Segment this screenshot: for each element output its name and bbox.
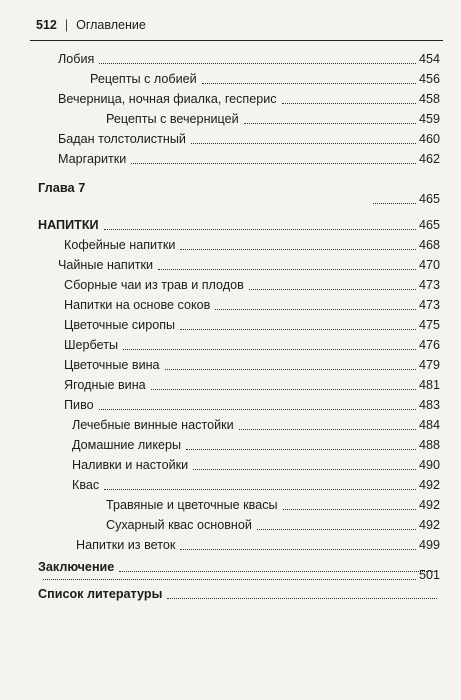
toc-entry-label: Сборные чаи из трав и плодов	[64, 278, 244, 292]
dot-leader	[283, 509, 416, 510]
toc-entry-page: 454	[418, 52, 440, 66]
dot-leader	[193, 469, 416, 470]
toc-entry-page: 492	[418, 478, 440, 492]
chapter-label: Глава 7	[38, 180, 86, 195]
dot-leader	[202, 83, 416, 84]
toc-entry-page: 483	[418, 398, 440, 412]
toc-entry-label: Цветочные сиропы	[64, 318, 176, 332]
toc-entry-label: Квас	[72, 478, 100, 492]
toc-entry[interactable]	[58, 46, 440, 66]
toc-entry-page: 476	[418, 338, 440, 352]
section-title: Оглавление	[76, 18, 146, 32]
dot-leader	[167, 598, 437, 599]
dot-leader	[158, 269, 416, 270]
dot-leader	[123, 349, 416, 350]
dot-leader	[180, 329, 416, 330]
toc-entry[interactable]	[64, 292, 440, 312]
toc-entry-page: 468	[418, 238, 440, 252]
toc-entry-page: 473	[418, 278, 440, 292]
toc-entry[interactable]	[58, 252, 440, 272]
dot-leader	[215, 309, 416, 310]
toc-entry[interactable]	[58, 86, 440, 106]
dot-leader	[244, 123, 416, 124]
toc-entry[interactable]	[64, 352, 440, 372]
toc-entry-page: 456	[418, 72, 440, 86]
running-head	[36, 18, 146, 32]
toc-entry-page: 465	[418, 192, 440, 206]
toc-entry-page: 488	[418, 438, 440, 452]
toc-entry[interactable]	[64, 232, 440, 252]
dot-leader	[180, 549, 416, 550]
toc-entry[interactable]	[38, 581, 440, 601]
toc-entry-page: 458	[418, 92, 440, 106]
toc-entry-page: 465	[418, 218, 440, 232]
toc-entry[interactable]	[38, 562, 440, 582]
toc-entry-page: 492	[418, 498, 440, 512]
toc-entry-label: Заключение	[38, 560, 115, 574]
toc-entry-page: 459	[418, 112, 440, 126]
toc-entry[interactable]	[72, 432, 440, 452]
dot-leader	[99, 409, 416, 410]
toc-entry[interactable]	[90, 66, 440, 86]
dot-leader	[151, 389, 416, 390]
toc-entry[interactable]	[64, 312, 440, 332]
dot-leader	[104, 489, 416, 490]
toc-entry[interactable]	[106, 492, 440, 512]
toc-entry-label: Напитки на основе соков	[64, 298, 211, 312]
toc-entry-page: 481	[418, 378, 440, 392]
dot-leader	[249, 289, 416, 290]
toc-entry-label: Шербеты	[64, 338, 119, 352]
toc-entry-page: 473	[418, 298, 440, 312]
toc-entry-page: 501	[418, 568, 440, 582]
toc-entry-page: 492	[418, 518, 440, 532]
toc-entry[interactable]	[76, 532, 440, 552]
toc-entry[interactable]	[72, 412, 440, 432]
toc-entry-label: Лобия	[58, 52, 95, 66]
toc-entry-label: НАПИТКИ	[38, 218, 99, 232]
toc-entry[interactable]	[58, 126, 440, 146]
dot-leader	[191, 143, 416, 144]
toc-entry[interactable]	[58, 146, 440, 166]
toc-entry-label: Ягодные вина	[64, 378, 146, 392]
dot-leader	[99, 63, 416, 64]
toc-entry-label: Рецепты с лобией	[90, 72, 197, 86]
toc-entry-label: Кофейные напитки	[64, 238, 176, 252]
toc-entry-label: Лечебные винные настойки	[72, 418, 234, 432]
dot-leader	[43, 579, 416, 580]
toc-entry[interactable]	[38, 212, 440, 232]
toc-entry-label: Вечерница, ночная фиалка, гесперис	[58, 92, 277, 106]
toc-entry-label: Маргаритки	[58, 152, 127, 166]
toc-entry[interactable]	[72, 452, 440, 472]
header-rule	[30, 40, 443, 41]
dot-leader	[104, 229, 416, 230]
toc-entry-label: Список литературы	[38, 587, 163, 601]
header-separator: |	[64, 18, 69, 32]
toc-entry[interactable]	[64, 372, 440, 392]
toc-entry-page: 490	[418, 458, 440, 472]
dot-leader	[165, 369, 416, 370]
toc-entry-page: 475	[418, 318, 440, 332]
toc-entry[interactable]	[64, 392, 440, 412]
toc-entry-label: Напитки из веток	[76, 538, 176, 552]
toc-entry[interactable]	[64, 332, 440, 352]
toc-entry-label: Домашние ликеры	[72, 438, 182, 452]
toc-entry-page: 479	[418, 358, 440, 372]
toc-entry-label: Сухарный квас основной	[106, 518, 252, 532]
toc-entry-label: Наливки и настойки	[72, 458, 189, 472]
dot-leader	[282, 103, 416, 104]
toc-entry-page: 484	[418, 418, 440, 432]
toc-entry-page: 462	[418, 152, 440, 166]
toc-entry-label: Цветочные вина	[64, 358, 160, 372]
dot-leader	[257, 529, 416, 530]
toc-entry[interactable]	[72, 472, 440, 492]
page-number: 512	[36, 18, 57, 32]
toc-entry-page: 460	[418, 132, 440, 146]
toc-entry-label: Рецепты с вечерницей	[106, 112, 239, 126]
dot-leader	[180, 249, 416, 250]
toc-entry[interactable]	[64, 272, 440, 292]
toc-entry[interactable]	[106, 512, 440, 532]
dot-leader	[186, 449, 416, 450]
toc-entry[interactable]	[368, 186, 440, 206]
toc-entry-page: 499	[418, 538, 440, 552]
toc-entry-label: Чайные напитки	[58, 258, 154, 272]
toc-entry-label: Бадан толстолистный	[58, 132, 186, 146]
dot-leader	[239, 429, 416, 430]
toc-entry-page: 470	[418, 258, 440, 272]
toc-entry[interactable]	[106, 106, 440, 126]
dot-leader	[131, 163, 416, 164]
dot-leader	[373, 203, 416, 204]
toc-entry-label: Пиво	[64, 398, 94, 412]
toc-entry-label: Травяные и цветочные квасы	[106, 498, 278, 512]
